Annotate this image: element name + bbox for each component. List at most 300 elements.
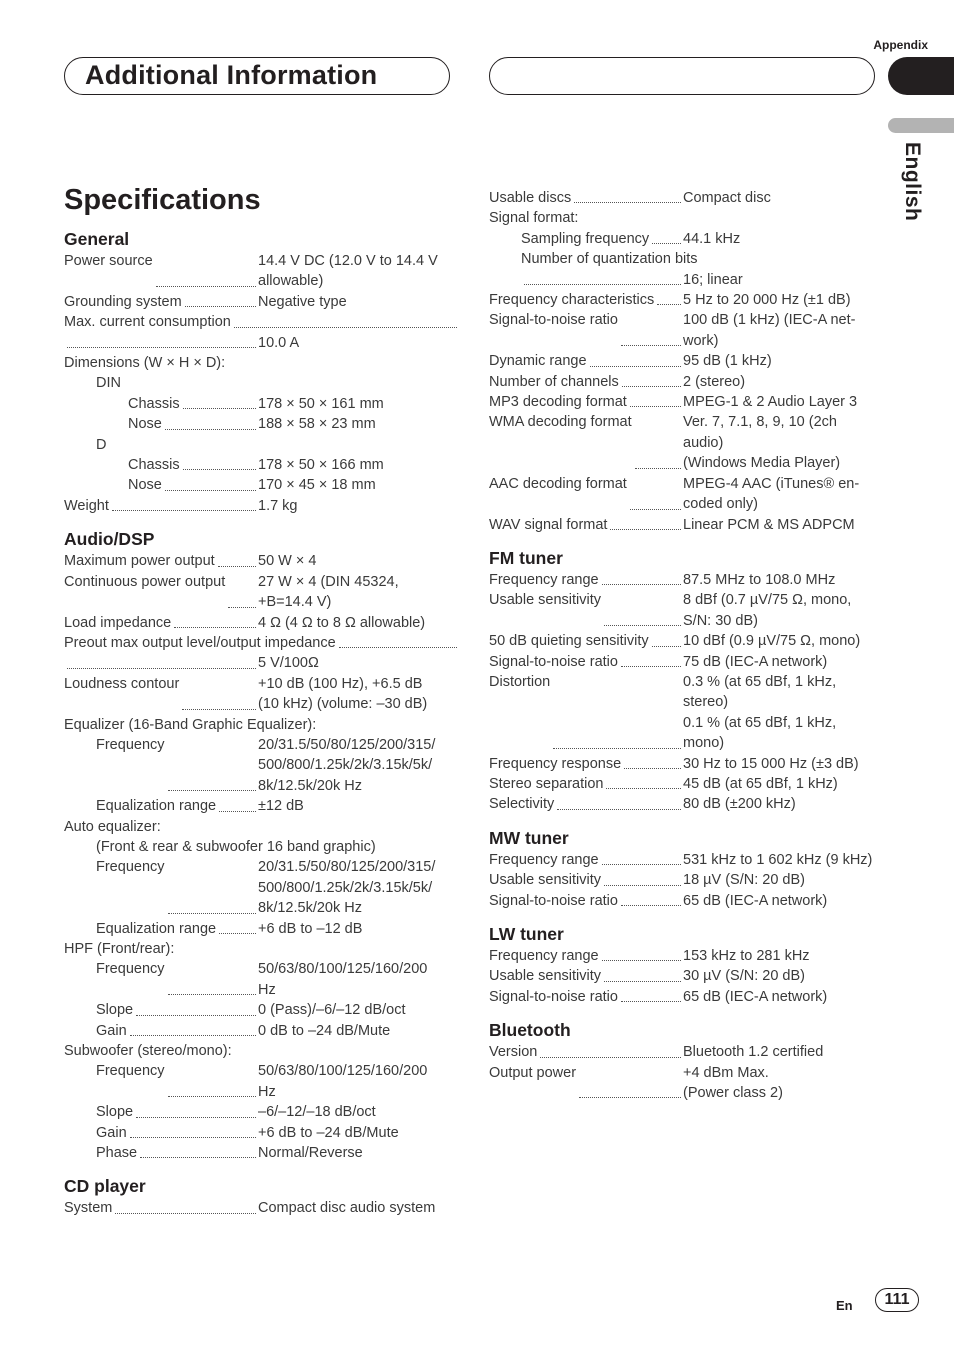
spec-label: Continuous power output — [64, 573, 226, 590]
spec-row — [64, 1061, 459, 1102]
spec-label: Load impedance — [64, 614, 172, 631]
spec-label-cell — [64, 1041, 232, 1061]
spec-row — [64, 551, 459, 571]
spec-label-cell — [64, 414, 258, 434]
spec-label: Gain — [96, 1022, 127, 1039]
spec-row — [489, 290, 884, 310]
spec-label-cell — [489, 188, 683, 208]
spec-value — [121, 373, 459, 393]
spec-label-cell — [64, 1021, 258, 1041]
spec-label-cell — [489, 372, 683, 392]
spec-row — [489, 672, 884, 754]
spec-value: MPEG-1 & 2 Audio Layer 3 — [683, 394, 858, 411]
spec-label: Number of quantization bits — [521, 251, 698, 268]
dot-leader — [624, 754, 681, 769]
spec-row — [489, 515, 884, 535]
spec-value: 30 Hz to 15 000 Hz (±3 dB) — [683, 755, 859, 772]
spec-row — [64, 292, 459, 312]
dot-leader — [218, 551, 256, 566]
section-header — [64, 57, 450, 95]
dot-leader — [602, 570, 681, 585]
spec-label-cell — [64, 1061, 258, 1102]
spec-label-cell — [489, 1042, 683, 1062]
spec-value: Compact disc — [683, 190, 771, 206]
spec-value: +6 dB to –24 dB/Mute — [258, 1124, 399, 1141]
spec-label-cell — [64, 475, 258, 495]
section-gap — [64, 516, 459, 528]
spec-label: Equalization range — [96, 920, 217, 937]
spec-value: 80 dB (±200 kHz) — [683, 796, 796, 813]
spec-label-cell — [64, 633, 459, 653]
spec-row — [489, 850, 884, 870]
spec-label: Dynamic range — [489, 353, 587, 370]
spec-label: Subwoofer (stereo/mono): — [64, 1043, 232, 1060]
spec-label-cell — [489, 229, 683, 249]
dot-leader — [130, 1021, 256, 1036]
spec-label: Stereo separation — [489, 775, 604, 792]
spec-label-cell — [64, 715, 316, 735]
dot-leader — [621, 987, 681, 1002]
spec-value: 5 V/100Ω — [258, 655, 319, 672]
spec-label: Usable sensitivity — [489, 872, 602, 889]
spec-row — [64, 333, 459, 353]
spec-label-cell — [489, 590, 683, 631]
spec-value: 5 Hz to 20 000 Hz (±1 dB) — [683, 292, 851, 309]
spec-label: D — [96, 436, 107, 453]
dot-leader — [219, 919, 256, 934]
dot-leader — [553, 672, 681, 749]
dot-leader — [130, 1123, 256, 1138]
spec-label: Power source — [64, 253, 153, 269]
spec-value: Linear PCM & MS ADPCM — [683, 516, 855, 533]
dot-leader — [604, 870, 681, 885]
spec-value: 18 µV (S/N: 20 dB) — [683, 872, 805, 889]
dot-leader — [67, 333, 256, 348]
spec-label-cell — [64, 572, 258, 613]
spec-label: (Front & rear & subwoofer 16 band graphic) — [96, 838, 376, 855]
spec-value: 100 dB (1 kHz) (IEC-A net- work) — [683, 312, 856, 349]
spec-value: Normal/Reverse — [258, 1145, 363, 1162]
spec-label-cell — [489, 631, 683, 651]
spec-label-cell — [64, 333, 258, 353]
spec-row — [489, 794, 884, 814]
dot-leader — [621, 891, 681, 906]
spec-row — [489, 774, 884, 794]
spec-label-cell — [489, 946, 683, 966]
spec-row — [64, 959, 459, 1000]
spec-label-cell — [64, 817, 161, 837]
spec-value: 16; linear — [683, 271, 743, 288]
dot-leader — [115, 1198, 256, 1213]
dot-leader — [610, 515, 681, 530]
spec-section-title: General — [64, 229, 130, 249]
spec-value: 4 Ω (4 Ω to 8 Ω allowable) — [258, 614, 426, 631]
spec-label-cell — [489, 794, 683, 814]
page-number: 111 — [875, 1288, 919, 1312]
dot-leader — [67, 653, 256, 668]
dot-leader — [524, 270, 681, 285]
spec-row — [64, 735, 459, 796]
spec-label: Loudness contour — [64, 675, 180, 692]
spec-label-cell — [64, 251, 258, 292]
dot-leader — [621, 310, 681, 346]
spec-section-title: CD player — [64, 1176, 146, 1197]
spec-section-title: Audio/DSP — [64, 529, 155, 550]
dot-leader — [579, 1063, 681, 1099]
spec-label: HPF (Front/rear): — [64, 941, 175, 957]
spec-value: 178 × 50 × 166 mm — [258, 457, 384, 474]
spec-label-cell — [489, 270, 683, 290]
page-title: Specifications — [64, 184, 261, 216]
spec-label: 50 dB quieting sensitivity — [489, 633, 649, 650]
spec-label-cell — [64, 496, 258, 516]
spec-value: +10 dB (100 Hz), +6.5 dB (10 kHz) (volume: –30 dB) — [258, 675, 428, 713]
spec-label: Grounding system — [64, 293, 182, 310]
dot-leader — [174, 613, 256, 628]
spec-row — [489, 188, 884, 208]
spec-value — [376, 837, 459, 857]
spec-label-cell — [489, 966, 683, 986]
dot-leader — [165, 414, 256, 429]
spec-label: Output power — [489, 1064, 577, 1081]
spec-label: Equalization range — [96, 798, 217, 815]
section-title: Additional Information — [85, 60, 378, 90]
spec-row — [489, 966, 884, 986]
spec-value: 20/31.5/50/80/125/200/315/ 500/800/1.25k/2k/3.15k/5k/ 8k/12.5k/20k Hz — [258, 859, 436, 917]
spec-row — [489, 249, 884, 269]
spec-value — [232, 1041, 459, 1061]
spec-label: Dimensions (W × H × D): — [64, 355, 226, 372]
dot-leader — [602, 850, 681, 865]
spec-label: Frequency range — [489, 948, 599, 964]
spec-value — [174, 939, 459, 959]
spec-label-cell — [64, 939, 174, 959]
dot-leader — [168, 735, 256, 791]
spec-label-cell — [64, 796, 258, 816]
section-gap — [489, 815, 884, 827]
spec-label-cell — [64, 1123, 258, 1143]
spec-label-cell — [64, 1000, 258, 1020]
spec-label-cell — [489, 208, 578, 228]
spec-value: 188 × 58 × 23 mm — [258, 416, 376, 433]
spec-value: 45 dB (at 65 dBf, 1 kHz) — [683, 775, 838, 792]
section-header-empty — [489, 57, 875, 95]
dot-leader — [165, 475, 256, 490]
dot-leader — [630, 474, 681, 510]
spec-row — [64, 312, 459, 332]
spec-row — [489, 570, 884, 590]
spec-label: Usable sensitivity — [489, 592, 602, 609]
spec-label-cell — [64, 353, 225, 373]
spec-value: 30 µV (S/N: 20 dB) — [683, 968, 805, 985]
spec-label: AAC decoding format — [489, 475, 627, 492]
dot-leader — [635, 412, 681, 468]
spec-row — [64, 1143, 459, 1163]
spec-row — [64, 251, 459, 292]
spec-row — [64, 715, 459, 735]
dot-leader — [590, 351, 681, 366]
spec-label: WMA decoding format — [489, 414, 632, 431]
spec-label: Signal-to-noise ratio — [489, 988, 618, 1005]
spec-row — [489, 229, 884, 249]
spec-row — [64, 837, 459, 857]
spec-label: Signal format: — [489, 210, 579, 227]
spec-row — [489, 754, 884, 774]
spec-value: 27 W × 4 (DIN 45324, +B=14.4 V) — [258, 573, 399, 611]
spec-label: Sampling frequency — [521, 230, 650, 247]
spec-label-cell — [489, 515, 683, 535]
spec-value: 1.7 kg — [258, 497, 298, 514]
spec-value: 178 × 50 × 161 mm — [258, 395, 384, 412]
spec-row — [489, 946, 884, 966]
dot-leader — [622, 372, 681, 387]
dot-leader — [219, 796, 256, 811]
spec-row — [64, 394, 459, 414]
spec-section-title: MW tuner — [489, 827, 569, 848]
dot-leader — [185, 292, 256, 307]
spec-row — [64, 1000, 459, 1020]
section-gap — [489, 535, 884, 547]
spec-row — [64, 919, 459, 939]
spec-label-cell — [489, 850, 683, 870]
spec-value: Bluetooth 1.2 certified — [683, 1044, 824, 1061]
spec-label-cell — [489, 754, 683, 774]
spec-label: Slope — [96, 1104, 134, 1121]
spec-value: ±12 dB — [258, 798, 304, 815]
dot-leader — [183, 455, 256, 470]
dot-leader — [630, 392, 681, 407]
spec-label: Frequency range — [489, 851, 599, 868]
spec-label-cell — [64, 455, 258, 475]
spec-row — [489, 590, 884, 631]
spec-row — [489, 412, 884, 473]
spec-row — [489, 392, 884, 412]
spec-label: Signal-to-noise ratio — [489, 653, 618, 670]
spec-label: Chassis — [128, 395, 180, 412]
spec-value: 87.5 MHz to 108.0 MHz — [683, 571, 836, 588]
left-column — [64, 228, 459, 1219]
spec-label: Preout max output level/output impedance — [64, 634, 336, 651]
spec-row — [489, 474, 884, 515]
spec-label: Auto equalizer: — [64, 818, 161, 835]
dot-leader — [621, 652, 681, 667]
spec-label-cell — [489, 652, 683, 672]
spec-label-cell — [64, 1143, 258, 1163]
spec-row — [489, 631, 884, 651]
dot-leader — [156, 251, 256, 287]
spec-label-cell — [64, 292, 258, 312]
spec-row — [64, 796, 459, 816]
spec-value: 75 dB (IEC-A network) — [683, 653, 828, 670]
spec-row — [489, 891, 884, 911]
spec-label: MP3 decoding format — [489, 394, 627, 411]
appendix-label: Appendix — [873, 38, 928, 52]
spec-value: 20/31.5/50/80/125/200/315/ 500/800/1.25k/2k/3.15k/5k/ 8k/12.5k/20k Hz — [258, 736, 436, 794]
dot-leader — [168, 1061, 256, 1097]
spec-value: 8 dBf (0.7 µV/75 Ω, mono, S/N: 30 dB) — [683, 592, 852, 629]
spec-label-cell — [489, 672, 683, 754]
spec-label: DIN — [96, 375, 121, 392]
spec-value: 10.0 A — [258, 334, 300, 351]
spec-row — [64, 1123, 459, 1143]
spec-row — [64, 817, 459, 837]
spec-label: Frequency response — [489, 755, 622, 772]
spec-label-cell — [64, 373, 121, 393]
spec-label: Gain — [96, 1124, 127, 1141]
spec-row — [64, 939, 459, 959]
spec-row — [64, 613, 459, 633]
spec-value — [161, 817, 459, 837]
spec-label-cell — [489, 891, 683, 911]
spec-row — [489, 1063, 884, 1104]
spec-label-cell — [64, 1102, 258, 1122]
spec-value — [698, 249, 884, 269]
spec-section-title: LW tuner — [489, 924, 564, 944]
spec-value: 0 (Pass)/–6/–12 dB/oct — [258, 1002, 406, 1019]
spec-label-cell — [489, 870, 683, 890]
spec-row — [64, 455, 459, 475]
dot-leader — [234, 312, 457, 327]
dot-leader — [652, 631, 681, 646]
spec-label: Signal-to-noise ratio — [489, 312, 618, 329]
dot-leader — [606, 774, 681, 789]
spec-value: 44.1 kHz — [683, 230, 741, 247]
dot-leader — [657, 290, 681, 305]
spec-row — [64, 414, 459, 434]
spec-value: 14.4 V DC (12.0 V to 14.4 V allowable) — [258, 253, 438, 290]
spec-row — [64, 353, 459, 373]
spec-section-title: Bluetooth — [489, 1020, 571, 1041]
spec-label-cell — [489, 249, 698, 269]
spec-value: 65 dB (IEC-A network) — [683, 892, 828, 909]
spec-label: Number of channels — [489, 373, 619, 390]
spec-label: Frequency — [96, 961, 165, 978]
spec-label: Nose — [128, 416, 162, 433]
spec-label: Equalizer (16-Band Graphic Equalizer): — [64, 716, 317, 733]
dot-leader — [604, 966, 681, 981]
dot-leader — [339, 633, 457, 648]
spec-label-cell — [489, 412, 683, 473]
spec-value — [316, 715, 459, 735]
dot-leader — [540, 1042, 681, 1057]
spec-label-cell — [64, 551, 258, 571]
spec-label: Weight — [64, 497, 109, 514]
spec-label-cell — [64, 613, 258, 633]
spec-value: Ver. 7, 7.1, 8, 9, 10 (2ch audio) (Windows Media Player) — [683, 414, 841, 472]
spec-row — [489, 1042, 884, 1062]
spec-label: Slope — [96, 1002, 134, 1019]
section-gap — [489, 911, 884, 923]
spec-label-cell — [489, 474, 683, 515]
spec-value: +4 dBm Max. (Power class 2) — [683, 1064, 783, 1102]
right-column — [489, 188, 884, 1103]
spec-value: 50 W × 4 — [258, 553, 317, 570]
spec-value: 170 × 45 × 18 mm — [258, 477, 376, 494]
spec-label-cell — [489, 774, 683, 794]
spec-row — [64, 1198, 459, 1218]
spec-value: Compact disc audio system — [258, 1200, 436, 1217]
spec-value: 10 dBf (0.9 µV/75 Ω, mono) — [683, 633, 861, 650]
dot-leader — [574, 188, 681, 203]
spec-value: 2 (stereo) — [683, 373, 746, 390]
spec-value — [106, 435, 459, 455]
spec-label: Nose — [128, 477, 162, 494]
spec-row — [489, 270, 884, 290]
dot-leader — [112, 496, 256, 511]
spec-section-title: FM tuner — [489, 547, 563, 568]
spec-value: +6 dB to –12 dB — [258, 920, 363, 937]
spec-row — [64, 496, 459, 516]
section-tab — [888, 57, 954, 95]
language-tab: English — [901, 142, 924, 222]
dot-leader — [168, 959, 256, 995]
spec-row — [489, 652, 884, 672]
spec-label-cell — [489, 310, 683, 351]
spec-row — [64, 373, 459, 393]
spec-row — [489, 870, 884, 890]
spec-row — [489, 372, 884, 392]
spec-value: MPEG-4 AAC (iTunes® en- coded only) — [683, 475, 860, 513]
spec-label: Usable discs — [489, 190, 572, 206]
spec-row — [489, 351, 884, 371]
spec-label-cell — [64, 312, 459, 332]
spec-label-cell — [64, 959, 258, 1000]
spec-label: Max. current consumption — [64, 314, 231, 331]
spec-label: Frequency — [96, 736, 165, 753]
spec-row — [489, 310, 884, 351]
spec-label-cell — [489, 392, 683, 412]
spec-label-cell — [64, 653, 258, 673]
spec-row — [64, 1102, 459, 1122]
section-gap — [489, 1007, 884, 1019]
spec-label-cell — [64, 435, 106, 455]
spec-value — [225, 353, 459, 373]
spec-label-cell — [64, 735, 258, 796]
spec-label: WAV signal format — [489, 516, 608, 533]
spec-label-cell — [64, 394, 258, 414]
spec-value: 65 dB (IEC-A network) — [683, 988, 828, 1005]
spec-label: Frequency — [96, 1063, 165, 1080]
spec-label: Signal-to-noise ratio — [489, 892, 618, 909]
dot-leader — [140, 1143, 256, 1158]
dot-leader — [183, 394, 256, 409]
spec-value: 0 dB to –24 dB/Mute — [258, 1022, 391, 1039]
spec-label-cell — [64, 674, 258, 715]
spec-label-cell — [489, 987, 683, 1007]
spec-label-cell — [64, 1198, 258, 1218]
dot-leader — [602, 946, 681, 961]
spec-label: Frequency — [96, 859, 165, 876]
spec-label: Version — [489, 1044, 538, 1061]
spec-label-cell — [64, 857, 258, 918]
spec-value: Negative type — [258, 293, 347, 310]
spec-row — [489, 208, 884, 228]
spec-row — [489, 987, 884, 1007]
dot-leader — [136, 1000, 256, 1015]
spec-value: –6/–12/–18 dB/oct — [258, 1104, 376, 1121]
language-tab-marker — [888, 118, 954, 133]
spec-label-cell — [64, 919, 258, 939]
spec-value — [578, 208, 884, 228]
spec-label-cell — [489, 351, 683, 371]
spec-value: 0.3 % (at 65 dBf, 1 kHz, stereo) 0.1 % (at 65 dBf, 1 kHz, mono) — [683, 673, 837, 752]
spec-row — [64, 1021, 459, 1041]
dot-leader — [182, 674, 256, 710]
spec-value: 50/63/80/100/125/160/200 Hz — [258, 1063, 428, 1100]
spec-label: System — [64, 1200, 113, 1217]
spec-label: Frequency range — [489, 571, 599, 588]
spec-label: Chassis — [128, 457, 180, 474]
